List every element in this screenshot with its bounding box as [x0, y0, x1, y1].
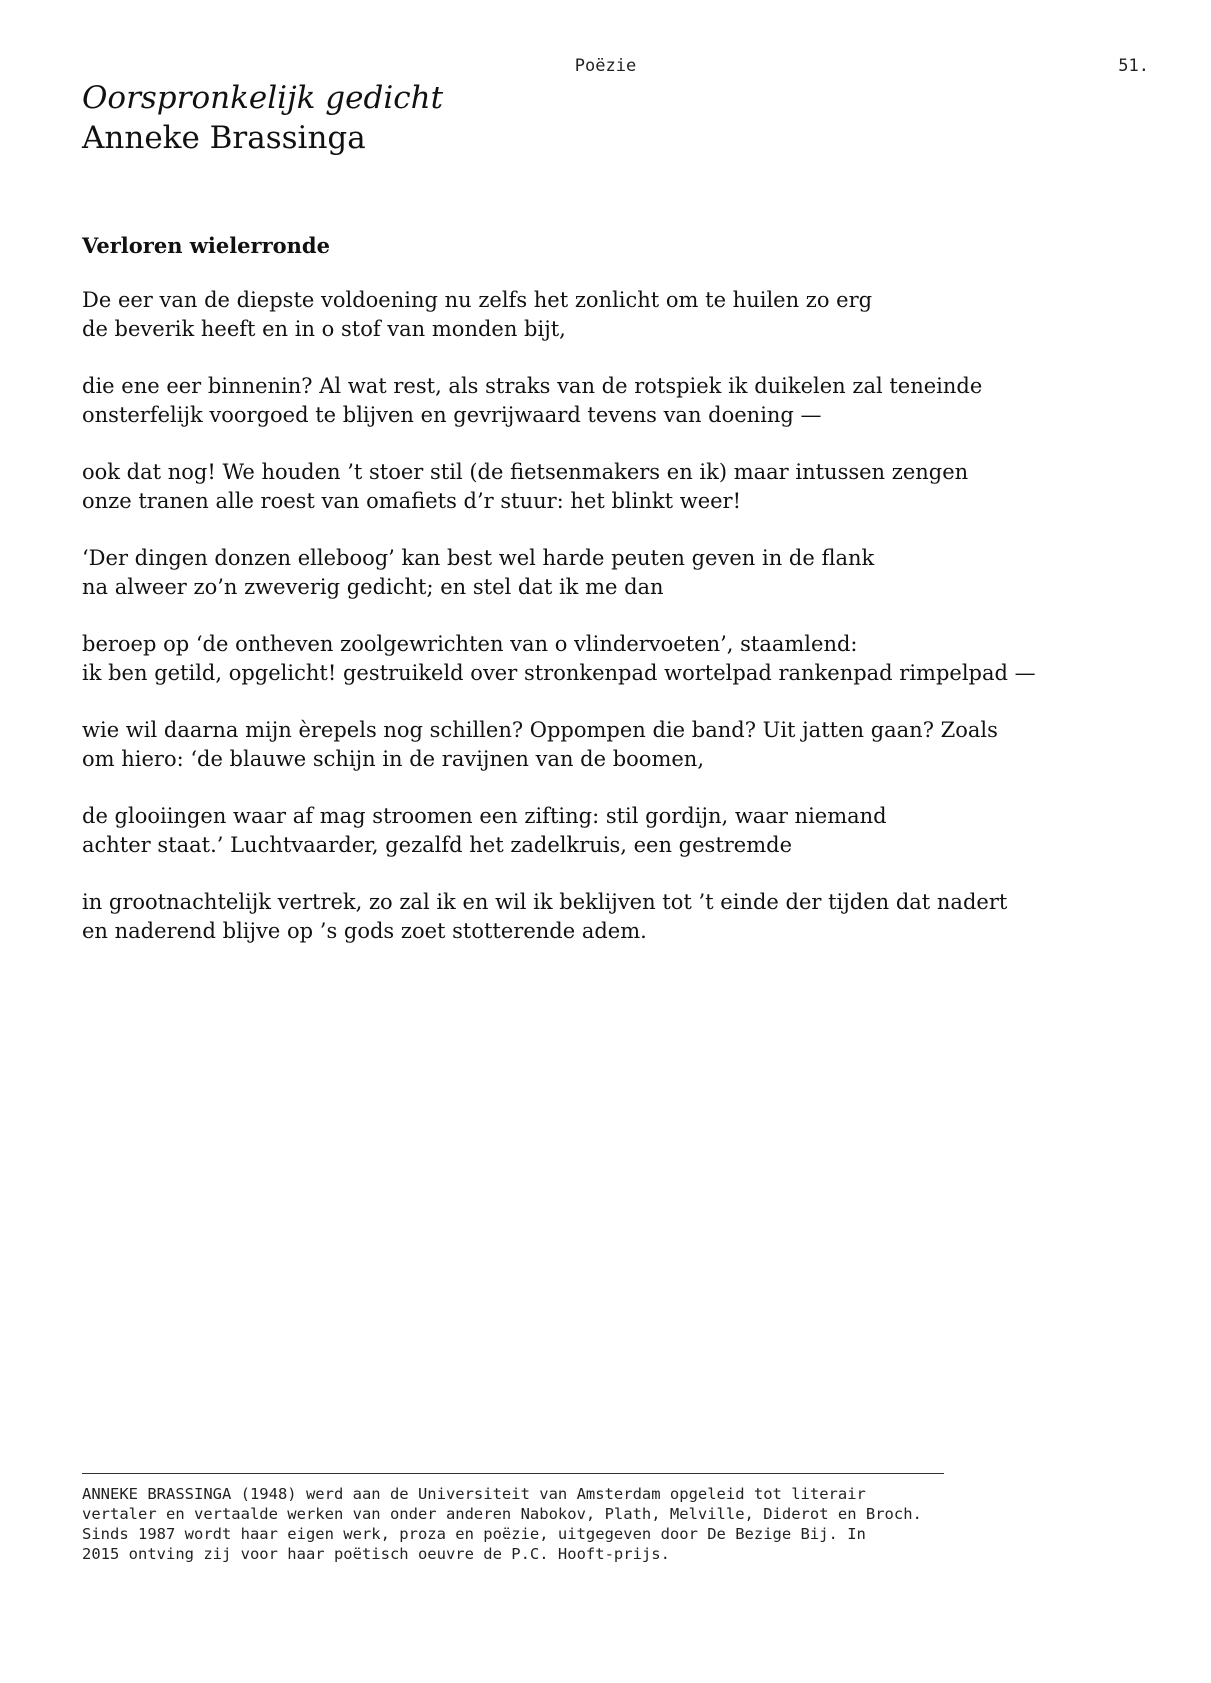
author-name: Anneke Brassinga	[82, 120, 366, 156]
poem-line: achter staat.’ Luchtvaarder, gezalfd het zadelkruis, een gestremde	[82, 833, 793, 857]
stanza	[82, 544, 1142, 602]
poem-line: de glooiingen waar af mag stroomen een zifting: stil gordijn, waar niemand	[82, 804, 887, 828]
stanza	[82, 888, 1142, 946]
bio-line: vertaler en vertaalde werken van onder anderen Nabokov, Plath, Melville, Diderot en Broch.	[82, 1505, 922, 1523]
stanza	[82, 630, 1142, 688]
page-number: 51.	[1118, 56, 1149, 76]
stanza	[82, 716, 1142, 774]
poem-line: ik ben getild, opgelicht! gestruikeld over stronkenpad wortelpad rankenpad rimpelpad —	[82, 661, 1036, 685]
poem-line: wie wil daarna mijn èrepels nog schillen? Oppompen die band? Uit jatten gaan? Zoals	[82, 718, 998, 742]
poem-line: en naderend blijve op ’s gods zoet stotterende adem.	[82, 919, 647, 943]
poem-line: ‘Der dingen donzen elleboog’ kan best wel harde peuten geven in de flank	[82, 546, 875, 570]
stanza	[82, 802, 1142, 860]
poem-line: onsterfelijk voorgoed te blijven en gevrijwaard tevens van doening —	[82, 403, 822, 427]
poem-line: ook dat nog! We houden ’t stoer stil (de fietsenmakers en ik) maar intussen zengen	[82, 460, 969, 484]
poem-line: om hiero: ‘de blauwe schijn in de ravijnen van de boomen,	[82, 747, 704, 771]
section-label: Oorspronkelijk gedicht	[82, 80, 444, 116]
running-head: Poëzie	[574, 56, 637, 76]
stanza	[82, 458, 1142, 516]
poem-line: na alweer zo’n zweverig gedicht; en stel dat ik me dan	[82, 575, 664, 599]
poem-body	[82, 286, 1142, 974]
poem-line: die ene eer binnenin? Al wat rest, als straks van de rotspiek ik duikelen zal teneinde	[82, 374, 983, 398]
poem-line: De eer van de diepste voldoening nu zelfs het zonlicht om te huilen zo erg	[82, 288, 873, 312]
footnote-divider	[82, 1473, 944, 1474]
poem-line: de beverik heeft en in o stof van monden bijt,	[82, 317, 566, 341]
stanza	[82, 372, 1142, 430]
poem-title: Verloren wielerronde	[82, 233, 330, 258]
poem-line: beroep op ‘de ontheven zoolgewrichten van o vlindervoeten’, staamlend:	[82, 632, 858, 656]
bio-line: ANNEKE BRASSINGA (1948) werd aan de Universiteit van Amsterdam opgeleid tot literair	[82, 1485, 866, 1503]
bio-line: 2015 ontving zij voor haar poëtisch oeuvre de P.C. Hooft-prijs.	[82, 1545, 670, 1563]
author-bio	[82, 1484, 962, 1564]
bio-line: Sinds 1987 wordt haar eigen werk, proza en poëzie, uitgegeven door De Bezige Bij. In	[82, 1525, 866, 1543]
poem-line: in grootnachtelijk vertrek, zo zal ik en wil ik beklijven tot ’t einde der tijden dat nadert	[82, 890, 1008, 914]
poem-line: onze tranen alle roest van omafiets d’r stuur: het blinkt weer!	[82, 489, 742, 513]
stanza	[82, 286, 1142, 344]
